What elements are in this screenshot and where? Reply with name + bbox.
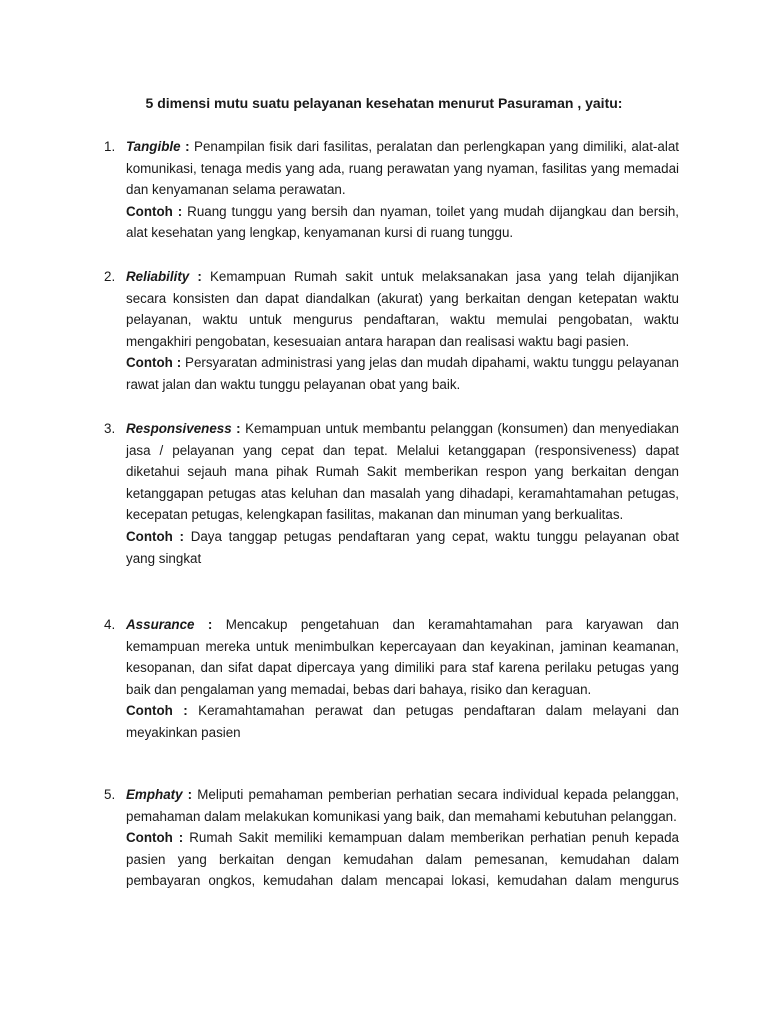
list-item xyxy=(104,136,679,244)
dimension-term: Tangible xyxy=(126,139,181,154)
term-colon: : xyxy=(180,139,190,154)
list-item-body xyxy=(126,614,679,744)
example-paragraph xyxy=(126,700,679,743)
definition-paragraph xyxy=(126,784,679,827)
dimension-term: Responsiveness xyxy=(126,421,232,436)
term-colon: : xyxy=(182,787,193,802)
example-text: Ruang tunggu yang bersih dan nyaman, toilet yang mudah dijangkau dan bersih, alat kesehatan yang lengkap, kenyamanan kursi di ruang tunggu. xyxy=(126,203,679,241)
definition-text: Kemampuan untuk membantu pelanggan (konsumen) dan menyediakan jasa / pelayanan yang cepat dan tepat. Melalui ketanggapan (responsiveness) dapat diketahui sejauh mana pihak Rumah Sakit memberikan respon yang berkaitan dengan ketanggapan petugas atas keluhan dan masalah yang dihadapi, keramahtamahan petugas, kecepatan petugas, kelengkapan fasilitas, makanan dan minuman yang berkualitas. xyxy=(126,421,679,523)
example-paragraph xyxy=(126,827,679,892)
list-item-body xyxy=(126,418,679,569)
dimension-term: Emphaty xyxy=(126,787,183,802)
definition-text: Meliputi pemahaman pemberian perhatian secara individual kepada pelanggan, pemahaman dalam melakukan komunikasi yang baik, dan memahami kebutuhan pelanggan. xyxy=(126,787,679,824)
term-colon: : xyxy=(189,269,202,284)
list-item-body xyxy=(126,266,679,396)
list-item xyxy=(104,784,679,892)
example-text: Rumah Sakit memiliki kemampuan dalam memberikan perhatian penuh kepada pasien yang berkaitan dengan kemudahan dalam pemesanan, kemudahan dalam pembayaran ongkos, kemudahan dalam mencapai lokasi, kemudahan dalam mengurus xyxy=(126,830,679,889)
definition-paragraph xyxy=(126,614,679,700)
definition-text: Penampilan fisik dari fasilitas, peralatan dan perlengkapan yang dimiliki, alat-alat komunikasi, tenaga medis yang ada, ruang perawatan yang nyaman, fasilitas yang memadai dan kenyamanan selama perawatan. xyxy=(126,139,679,198)
dimension-term: Reliability xyxy=(126,269,190,284)
definition-paragraph xyxy=(126,418,679,526)
term-colon: : xyxy=(231,421,241,436)
example-label: Contoh : xyxy=(126,528,184,544)
definition-text: Mencakup pengetahuan dan keramahtamahan para karyawan dan kemampuan mereka untuk menimbulkan kepercayaan dan keyakinan, jaminan keamanan, kesopanan, dan sifat dapat dipercaya yang dimiliki para staf karena perilaku petugas yang baik dan pengalaman yang memadai, bebas dari bahaya, risiko dan keraguan. xyxy=(126,617,679,697)
example-text: Daya tanggap petugas pendaftaran yang cepat, waktu tunggu pelayanan obat yang singkat xyxy=(126,528,679,566)
example-paragraph xyxy=(126,526,679,569)
list-item-number: 2. xyxy=(104,269,116,284)
list-item-number: 4. xyxy=(104,617,116,632)
list-item-body xyxy=(126,784,679,892)
list-item xyxy=(104,614,679,744)
example-label: Contoh : xyxy=(126,830,184,846)
example-paragraph xyxy=(126,201,679,244)
example-label: Contoh : xyxy=(126,355,182,371)
list-item xyxy=(104,266,679,396)
example-label: Contoh : xyxy=(126,703,188,719)
example-text: Keramahtamahan perawat dan petugas pendaftaran dalam melayani dan meyakinkan pasien xyxy=(126,703,679,740)
document-title: 5 dimensi mutu suatu pelayanan kesehatan menurut Pasuraman , yaitu: xyxy=(145,95,623,111)
list-item-number: 5. xyxy=(104,787,116,802)
definition-paragraph xyxy=(126,266,679,352)
example-paragraph xyxy=(126,352,679,395)
dimension-term: Assurance xyxy=(126,617,195,632)
definition-text: Kemampuan Rumah sakit untuk melaksanakan jasa yang telah dijanjikan secara konsisten dan dapat diandalkan (akurat) yang berkaitan dengan ketepatan waktu pelayanan, waktu untuk mengurus pendaftaran, waktu memulai pengobatan, waktu mengakhiri pengobatan, kesesuaian antara harapan dan realisasi waktu bagi pasien. xyxy=(126,269,679,349)
example-text: Persyaratan administrasi yang jelas dan mudah dipahami, waktu tunggu pelayanan rawat jalan dan waktu tunggu pelayanan obat yang baik. xyxy=(126,355,680,392)
list-item-number: 3. xyxy=(104,421,116,436)
list-item-number: 1. xyxy=(104,139,116,154)
list-item xyxy=(104,418,679,569)
example-label: Contoh : xyxy=(126,203,183,219)
list-item-body xyxy=(126,136,679,244)
definition-paragraph xyxy=(126,136,679,201)
term-colon: : xyxy=(194,617,213,632)
